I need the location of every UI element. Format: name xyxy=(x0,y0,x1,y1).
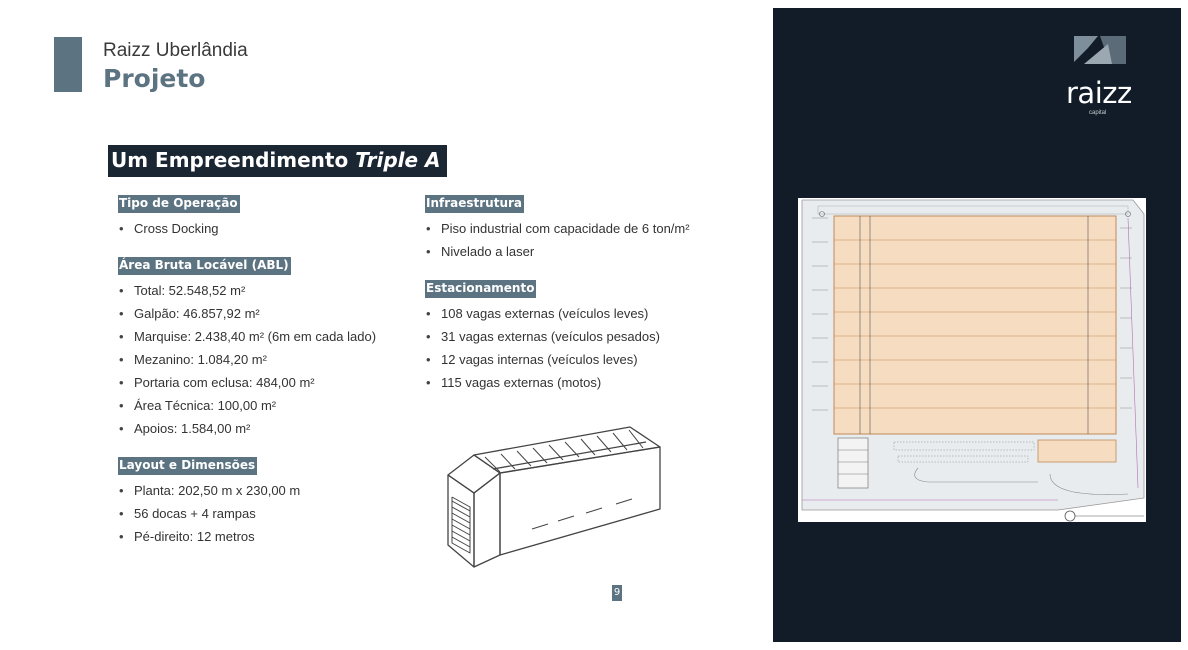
section-estacionamento xyxy=(425,277,745,394)
right-column xyxy=(425,192,745,408)
warehouse-icon xyxy=(440,425,670,575)
list-item: • Portaria com eclusa: 484,00 m² xyxy=(118,371,428,394)
section-title: Estacionamento xyxy=(425,280,536,298)
section-title: Tipo de Operação xyxy=(118,195,240,213)
list-item: • Área Técnica: 100,00 m² xyxy=(118,394,428,417)
section-abl xyxy=(118,254,428,440)
left-column xyxy=(118,192,428,562)
list-item: • Apoios: 1.584,00 m² xyxy=(118,417,428,440)
list-item: • 108 vagas externas (veículos leves) xyxy=(425,302,745,325)
list-item: • Planta: 202,50 m x 230,00 m xyxy=(118,479,428,502)
list-item: • Galpão: 46.857,92 m² xyxy=(118,302,428,325)
list-item: • Mezanino: 1.084,20 m² xyxy=(118,348,428,371)
list-item: • Piso industrial com capacidade de 6 ton/m² xyxy=(425,217,745,240)
section-title: Infraestrutura xyxy=(425,195,524,213)
page-subtitle: Raizz Uberlândia xyxy=(103,40,248,61)
headline-emphasis: Triple A xyxy=(355,148,441,172)
logo-wordmark: raizz xyxy=(1066,76,1132,110)
page-title: Projeto xyxy=(103,64,206,93)
list-item: • Marquise: 2.438,40 m² (6m em cada lado) xyxy=(118,325,428,348)
list-item: • Cross Docking xyxy=(118,217,428,240)
list-item: • Nivelado a laser xyxy=(425,240,745,263)
list-item: • 12 vagas internas (veículos leves) xyxy=(425,348,745,371)
list-item: • Pé-direito: 12 metros xyxy=(118,525,428,548)
bullet-list xyxy=(118,217,428,240)
section-title: Layout e Dimensões xyxy=(118,457,257,475)
section-title: Área Bruta Locável (ABL) xyxy=(118,257,291,275)
list-item: • 115 vagas externas (motos) xyxy=(425,371,745,394)
bullet-list xyxy=(425,302,745,394)
section-tipo-operacao xyxy=(118,192,428,240)
headline xyxy=(108,145,447,177)
list-item: • 31 vagas externas (veículos pesados) xyxy=(425,325,745,348)
logo-subtitle: capital xyxy=(1089,110,1107,116)
headline-main: Um Empreendimento xyxy=(111,148,349,172)
site-plan-image xyxy=(798,198,1146,522)
section-layout xyxy=(118,454,428,548)
page-number: 9 xyxy=(612,585,622,601)
list-item: • Total: 52.548,52 m² xyxy=(118,279,428,302)
list-item: • 56 docas + 4 rampas xyxy=(118,502,428,525)
bullet-list xyxy=(118,479,428,548)
bullet-list xyxy=(118,279,428,440)
bullet-list xyxy=(425,217,745,263)
accent-bar xyxy=(54,37,82,92)
section-infraestrutura xyxy=(425,192,745,263)
